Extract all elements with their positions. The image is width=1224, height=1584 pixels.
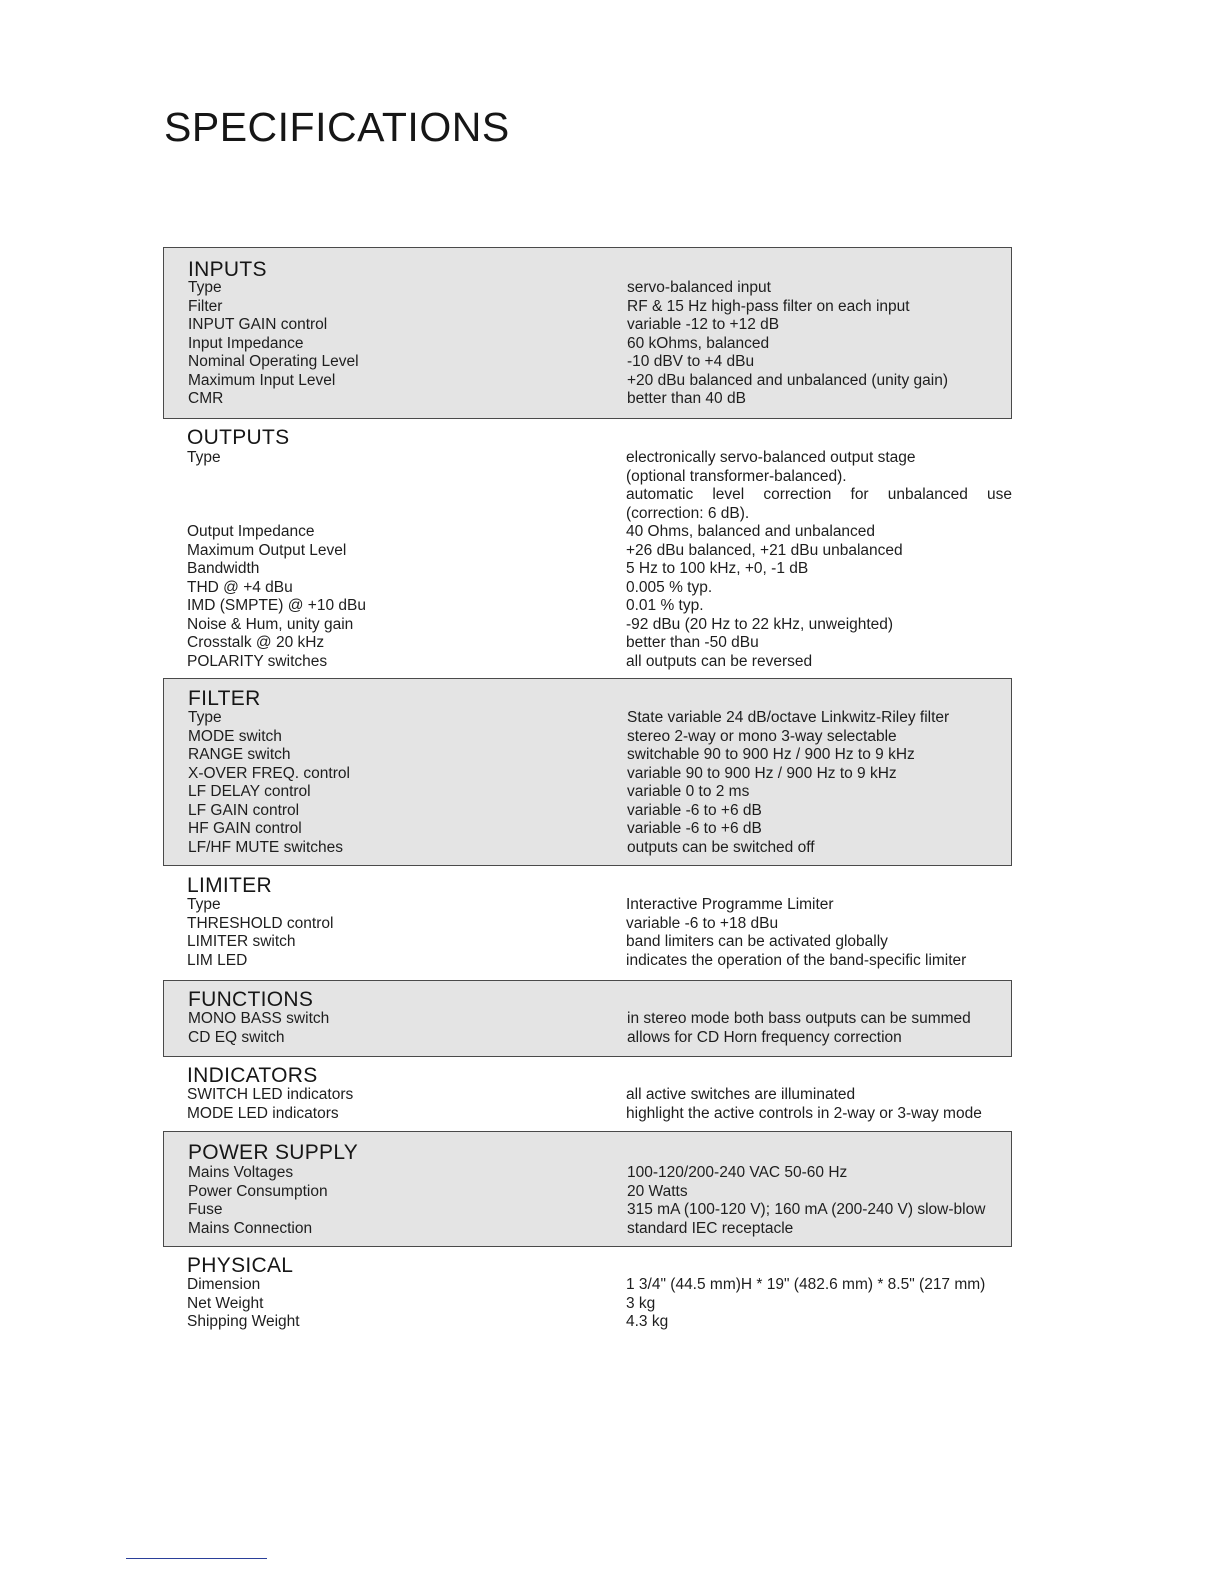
spec-row [164,1164,1011,1183]
section-title: INPUTS [188,258,267,281]
spec-value: variable -12 to +12 dB [627,316,780,333]
spec-value: 0.01 % typ. [626,597,704,614]
spec-row [163,896,1012,915]
spec-value: in stereo mode both bass outputs can be summed [627,1010,971,1027]
spec-row [163,523,1012,542]
spec-row [164,765,1011,784]
spec-value: variable -6 to +6 dB [627,801,762,819]
spec-label: LIM LED [187,951,248,969]
spec-value: variable -6 to +6 dB [627,820,762,837]
spec-row [163,505,1012,524]
section-power-supply [163,1131,1012,1247]
spec-value: variable 90 to 900 Hz / 900 Hz to 9 kHz [627,764,897,782]
section-title: LIMITER [187,874,272,897]
spec-label: Bandwidth [187,560,260,577]
spec-label: Noise & Hum, unity gain [187,615,354,633]
spec-row [163,1276,1012,1295]
spec-row [163,653,1012,672]
spec-row [164,1220,1011,1239]
section-physical [163,1247,1012,1357]
spec-value: State variable 24 dB/octave Linkwitz-Riley filter [627,709,950,726]
spec-value: 0.005 % typ. [626,578,713,596]
spec-value: 4.3 kg [626,1313,669,1330]
spec-label: Nominal Operating Level [188,353,359,370]
section-filter [163,678,1012,866]
spec-label: Fuse [188,1201,223,1218]
section-outputs [163,419,1012,679]
spec-value: indicates the operation of the band-specific limiter [626,951,967,969]
spec-value: 315 mA (100-120 V); 160 mA (200-240 V) slow-blow [627,1201,986,1218]
spec-label: Mains Connection [188,1219,313,1237]
spec-row [163,952,1012,971]
spec-label: LF/HF MUTE switches [188,838,344,856]
spec-value: -92 dBu (20 Hz to 22 kHz, unweighted) [626,615,894,633]
spec-label: HF GAIN control [188,820,302,837]
spec-row [163,449,1012,468]
spec-row [163,579,1012,598]
spec-label: THD @ +4 dBu [187,578,293,596]
section-title: PHYSICAL [187,1254,294,1277]
spec-label: CMR [188,390,224,407]
spec-value: automatic level correction for unbalanced use [626,486,1012,503]
spec-value: -10 dBV to +4 dBu [627,353,755,370]
spec-row [163,915,1012,934]
spec-row [164,709,1011,728]
section-title: FUNCTIONS [188,988,314,1011]
spec-value: 60 kOhms, balanced [627,334,770,352]
spec-label: INPUT GAIN control [188,316,328,333]
section-inputs [163,247,1012,419]
spec-row [164,820,1011,839]
spec-value: band limiters can be activated globally [626,933,888,950]
spec-value: 40 Ohms, balanced and unbalanced [626,523,876,540]
footer-rule [126,1558,267,1559]
spec-label: POLARITY switches [187,652,328,670]
spec-label: X-OVER FREQ. control [188,764,350,782]
spec-label: Dimension [187,1276,261,1293]
spec-label: Power Consumption [188,1182,328,1200]
spec-row [164,298,1011,317]
spec-row [164,1029,1011,1048]
spec-label: MODE LED indicators [187,1104,339,1122]
spec-row [163,933,1012,952]
spec-value: 1 3/4" (44.5 mm)H * 19" (482.6 mm) * 8.5" (217 mm) [626,1276,986,1293]
spec-label: CD EQ switch [188,1028,285,1046]
spec-value: standard IEC receptacle [627,1219,794,1237]
spec-label: Net Weight [187,1294,264,1312]
section-title: FILTER [188,687,261,710]
spec-row [163,542,1012,561]
spec-row [164,1183,1011,1202]
spec-label: Type [187,896,221,913]
section-functions [163,980,1012,1057]
spec-row [164,746,1011,765]
spec-row [164,335,1011,354]
spec-label: RANGE switch [188,746,291,763]
spec-value: variable -6 to +18 dBu [626,914,779,932]
spec-row [163,468,1012,487]
spec-label: Type [187,449,221,466]
spec-row [163,597,1012,616]
spec-row [163,486,1012,505]
spec-label: MODE switch [188,727,282,745]
spec-row [164,802,1011,821]
spec-row [164,839,1011,858]
spec-value: +20 dBu balanced and unbalanced (unity gain) [627,371,949,389]
spec-value: 100-120/200-240 VAC 50-60 Hz [627,1164,848,1181]
spec-label: MONO BASS switch [188,1010,330,1027]
spec-label: Filter [188,297,223,315]
spec-value: stereo 2-way or mono 3-way selectable [627,727,897,745]
spec-value: variable 0 to 2 ms [627,783,750,800]
spec-label: THRESHOLD control [187,914,334,932]
spec-value: (optional transformer-balanced). [626,467,847,485]
section-title: INDICATORS [187,1064,318,1087]
spec-label: LF GAIN control [188,801,300,819]
spec-value: 3 kg [626,1294,656,1312]
spec-value: 20 Watts [627,1182,688,1200]
spec-row [164,1010,1011,1029]
section-indicators [163,1057,1012,1132]
spec-label: Type [188,279,222,296]
spec-value: outputs can be switched off [627,838,815,856]
spec-row [164,390,1011,409]
spec-label: LIMITER switch [187,933,296,950]
spec-value: all outputs can be reversed [626,652,813,670]
spec-label: Crosstalk @ 20 kHz [187,634,325,651]
spec-row [164,316,1011,335]
section-title: POWER SUPPLY [188,1141,359,1164]
spec-label: Type [188,709,222,726]
spec-value: Interactive Programme Limiter [626,896,834,913]
spec-value: all active switches are illuminated [626,1086,856,1103]
spec-label: Maximum Output Level [187,541,347,559]
spec-value: allows for CD Horn frequency correction [627,1028,902,1046]
spec-value: better than -50 dBu [626,634,759,651]
spec-label: Mains Voltages [188,1164,294,1181]
spec-value: +26 dBu balanced, +21 dBu unbalanced [626,541,903,559]
spec-value: highlight the active controls in 2-way or 3-way mode [626,1104,982,1122]
spec-row [163,1086,1012,1105]
spec-label: Input Impedance [188,334,304,352]
spec-row [164,279,1011,298]
spec-row [163,616,1012,635]
spec-row [164,372,1011,391]
spec-label: IMD (SMPTE) @ +10 dBu [187,597,366,614]
spec-value: (correction: 6 dB). [626,504,750,522]
spec-row [163,560,1012,579]
spec-value: better than 40 dB [627,390,746,407]
spec-row [164,353,1011,372]
spec-label: SWITCH LED indicators [187,1086,354,1103]
spec-value: RF & 15 Hz high-pass filter on each input [627,297,910,315]
spec-row [163,634,1012,653]
spec-row [163,1313,1012,1332]
page-title: SPECIFICATIONS [164,104,510,150]
spec-label: Maximum Input Level [188,371,336,389]
spec-value: switchable 90 to 900 Hz / 900 Hz to 9 kHz [627,746,915,763]
section-title: OUTPUTS [187,426,290,449]
spec-value: 5 Hz to 100 kHz, +0, -1 dB [626,560,809,577]
spec-label: Output Impedance [187,523,315,540]
spec-value: servo-balanced input [627,279,771,296]
spec-row [164,1201,1011,1220]
spec-label: LF DELAY control [188,783,311,800]
section-limiter [163,866,1012,981]
spec-label: Shipping Weight [187,1313,300,1330]
spec-row [163,1295,1012,1314]
spec-value: electronically servo-balanced output stage [626,449,916,466]
spec-row [163,1105,1012,1124]
spec-row [164,783,1011,802]
spec-row [164,728,1011,747]
